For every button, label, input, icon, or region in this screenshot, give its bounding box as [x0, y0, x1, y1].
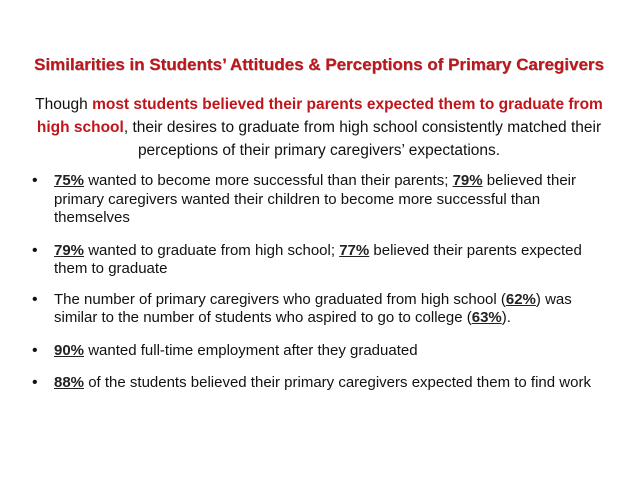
bullet-segment: believed their primary caregivers wanted their children to become more successful than themselves	[54, 172, 576, 226]
bullet-text	[54, 172, 602, 228]
bullet-segment: ).	[501, 309, 511, 326]
intro-rest: , their desires to graduate from high school consistently matched their perceptions of their primary caregivers’ expectations.	[123, 119, 602, 159]
intro-highlight: most students believed their parents expected them to graduate from high school	[36, 96, 603, 136]
slide-title: Similarities in Students’ Attitudes & Perceptions of Primary Caregivers	[34, 55, 604, 74]
percentage: 75%	[54, 172, 85, 189]
bullet-segment: wanted to graduate from high school;	[84, 241, 340, 259]
bullet-segment: The number of primary caregivers who graduated from high school (	[54, 290, 506, 308]
bullet-text	[54, 291, 602, 328]
bullet-text	[54, 242, 602, 279]
bullet-item-employment	[32, 342, 602, 361]
bullet-text	[54, 342, 602, 361]
percentage: 79%	[452, 172, 483, 189]
bullet-item-successful	[32, 172, 602, 228]
bullet-text	[54, 374, 602, 393]
percentage: 90%	[54, 341, 85, 359]
bullet-segment: believed their parents expected them to graduate	[54, 241, 582, 277]
bullet-marker: •	[32, 172, 38, 189]
bullet-segment: ) was similar to the number of students who aspired to go to college (	[54, 290, 572, 326]
bullet-segment: wanted to become more successful than their parents;	[84, 172, 453, 189]
intro-prefix: Though	[35, 96, 93, 113]
percentage: 79%	[54, 241, 85, 259]
percentage: 77%	[339, 241, 370, 259]
percentage: 63%	[471, 309, 502, 326]
percentage: 88%	[54, 374, 85, 391]
bullet-marker: •	[32, 341, 38, 359]
intro-paragraph	[30, 93, 608, 162]
bullet-marker: •	[32, 241, 38, 259]
bullet-marker: •	[32, 374, 38, 391]
bullet-list	[32, 172, 602, 407]
bullet-segment: of the students believed their primary caregivers expected them to find work	[84, 374, 591, 391]
bullet-item-find-work	[32, 374, 602, 393]
bullet-item-graduate	[32, 242, 602, 279]
bullet-item-caregivers-graduated	[32, 291, 602, 328]
bullet-marker: •	[32, 290, 38, 308]
percentage: 62%	[505, 290, 536, 308]
bullet-segment: wanted full-time employment after they graduated	[84, 341, 418, 359]
